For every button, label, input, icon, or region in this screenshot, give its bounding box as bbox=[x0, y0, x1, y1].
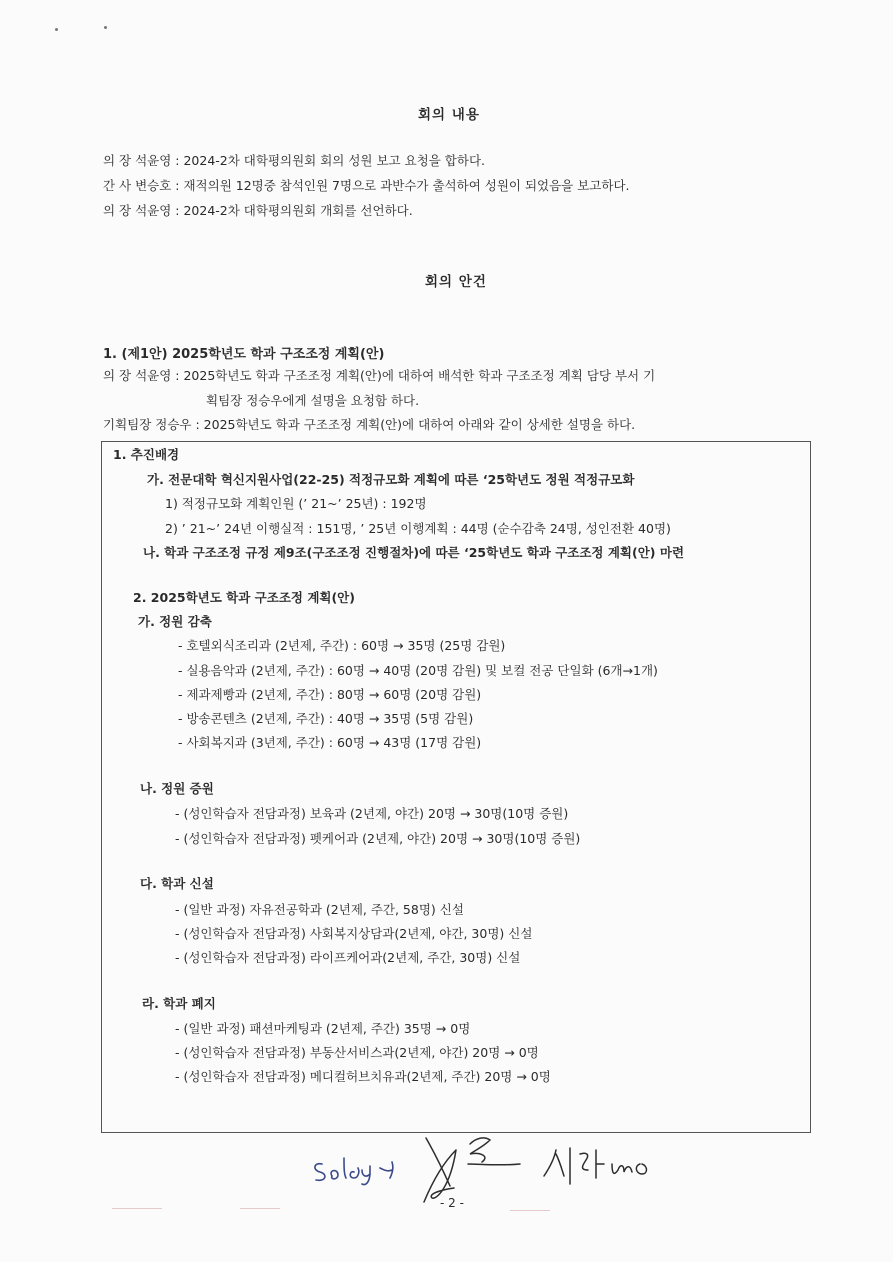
box-heading-2a: 가. 정원 감축 bbox=[138, 614, 212, 629]
reduction-item: - 제과제빵과 (2년제, 주간) : 80명 → 60명 (20명 감원) bbox=[178, 687, 482, 702]
increase-item: - (성인학습자 전담과정) 펫케어과 (2년제, 야간) 20명 → 30명(10명 증원) bbox=[175, 831, 581, 846]
signature-2 bbox=[420, 1128, 530, 1208]
new-dept-item: - (성인학습자 전담과정) 라이프케어과(2년제, 주간, 30명) 신설 bbox=[175, 950, 521, 965]
box-heading-2: 2. 2025학년도 학과 구조조정 계획(안) bbox=[133, 590, 355, 605]
box-item-1a1: 1) 적정규모화 계획인원 (’ 21~’ 25년) : 192명 bbox=[165, 496, 427, 511]
box-heading-2c: 다. 학과 신설 bbox=[140, 876, 214, 891]
signature-3 bbox=[540, 1140, 670, 1190]
opening-line-1: 의 장 석윤영 : 2024-2차 대학평의원회 회의 성원 보고 요청을 합하다. bbox=[103, 153, 485, 168]
page-number: - 2 - bbox=[440, 1196, 464, 1210]
agenda-1-line-2: 획팀장 정승우에게 설명을 요청함 하다. bbox=[206, 393, 420, 408]
reduction-item: - 호텔외식조리과 (2년제, 주간) : 60명 → 35명 (25명 감원) bbox=[178, 638, 506, 653]
box-heading-2d: 라. 학과 폐지 bbox=[142, 996, 216, 1011]
reduction-item: - 실용음악과 (2년제, 주간) : 60명 → 40명 (20명 감원) 및 보컬 전공 단일화 (6개→1개) bbox=[178, 663, 658, 678]
signature-1 bbox=[308, 1142, 418, 1187]
agenda-1-line-1: 의 장 석윤영 : 2025학년도 학과 구조조정 계획(안)에 대하여 배석한 학과 구조조정 계획 담당 부서 기 bbox=[103, 368, 656, 383]
agenda-1-line-3: 기획팀장 정승우 : 2025학년도 학과 구조조정 계획(안)에 대하여 아래와 같이 상세한 설명을 하다. bbox=[103, 417, 636, 432]
reduction-item: - 사회복지과 (3년제, 주간) : 60명 → 43명 (17명 감원) bbox=[178, 735, 482, 750]
closed-dept-item: - (성인학습자 전담과정) 메디컬허브치유과(2년제, 주간) 20명 → 0명 bbox=[175, 1069, 551, 1084]
box-item-1a2: 2) ’ 21~’ 24년 이행실적 : 151명, ’ 25년 이행계획 : 44명 (순수감축 24명, 성인전환 40명) bbox=[165, 521, 671, 536]
box-heading-1b: 나. 학과 구조조정 규정 제9조(구조조정 진행절차)에 따른 ‘25학년도 학과 구조조정 계획(안) 마련 bbox=[143, 545, 685, 560]
box-heading-1a: 가. 전문대학 혁신지원사업(22-25) 적정규모화 계획에 따른 ‘25학년도 정원 적정규모화 bbox=[147, 472, 635, 487]
agenda-1-title: 1. (제1안) 2025학년도 학과 구조조정 계획(안) bbox=[103, 347, 385, 362]
box-heading-2b: 나. 정원 증원 bbox=[140, 781, 214, 796]
closed-dept-item: - (일반 과정) 패션마케팅과 (2년제, 주간) 35명 → 0명 bbox=[175, 1021, 471, 1036]
new-dept-item: - (성인학습자 전담과정) 사회복지상담과(2년제, 야간, 30명) 신설 bbox=[175, 926, 533, 941]
scan-artifact bbox=[240, 1208, 280, 1209]
opening-line-3: 의 장 석윤영 : 2024-2차 대학평의원회 개회를 선언하다. bbox=[103, 203, 413, 218]
reduction-item: - 방송콘텐츠 (2년제, 주간) : 40명 → 35명 (5명 감원) bbox=[178, 711, 474, 726]
scan-speck bbox=[104, 26, 107, 29]
increase-item: - (성인학습자 전담과정) 보육과 (2년제, 야간) 20명 → 30명(10명 증원) bbox=[175, 806, 569, 821]
scan-artifact bbox=[112, 1208, 162, 1209]
section-title-meeting-content: 회의 내용 bbox=[418, 107, 480, 123]
new-dept-item: - (일반 과정) 자유전공학과 (2년제, 주간, 58명) 신설 bbox=[175, 902, 464, 917]
section-title-agenda: 회의 안건 bbox=[425, 274, 487, 290]
box-heading-1: 1. 추진배경 bbox=[113, 447, 180, 462]
scan-speck bbox=[55, 28, 58, 31]
closed-dept-item: - (성인학습자 전담과정) 부동산서비스과(2년제, 야간) 20명 → 0명 bbox=[175, 1045, 539, 1060]
scan-artifact bbox=[510, 1210, 550, 1211]
opening-line-2: 간 사 변승호 : 재적의원 12명중 참석인원 7명으로 과반수가 출석하여 성원이 되었음을 보고하다. bbox=[103, 178, 630, 193]
